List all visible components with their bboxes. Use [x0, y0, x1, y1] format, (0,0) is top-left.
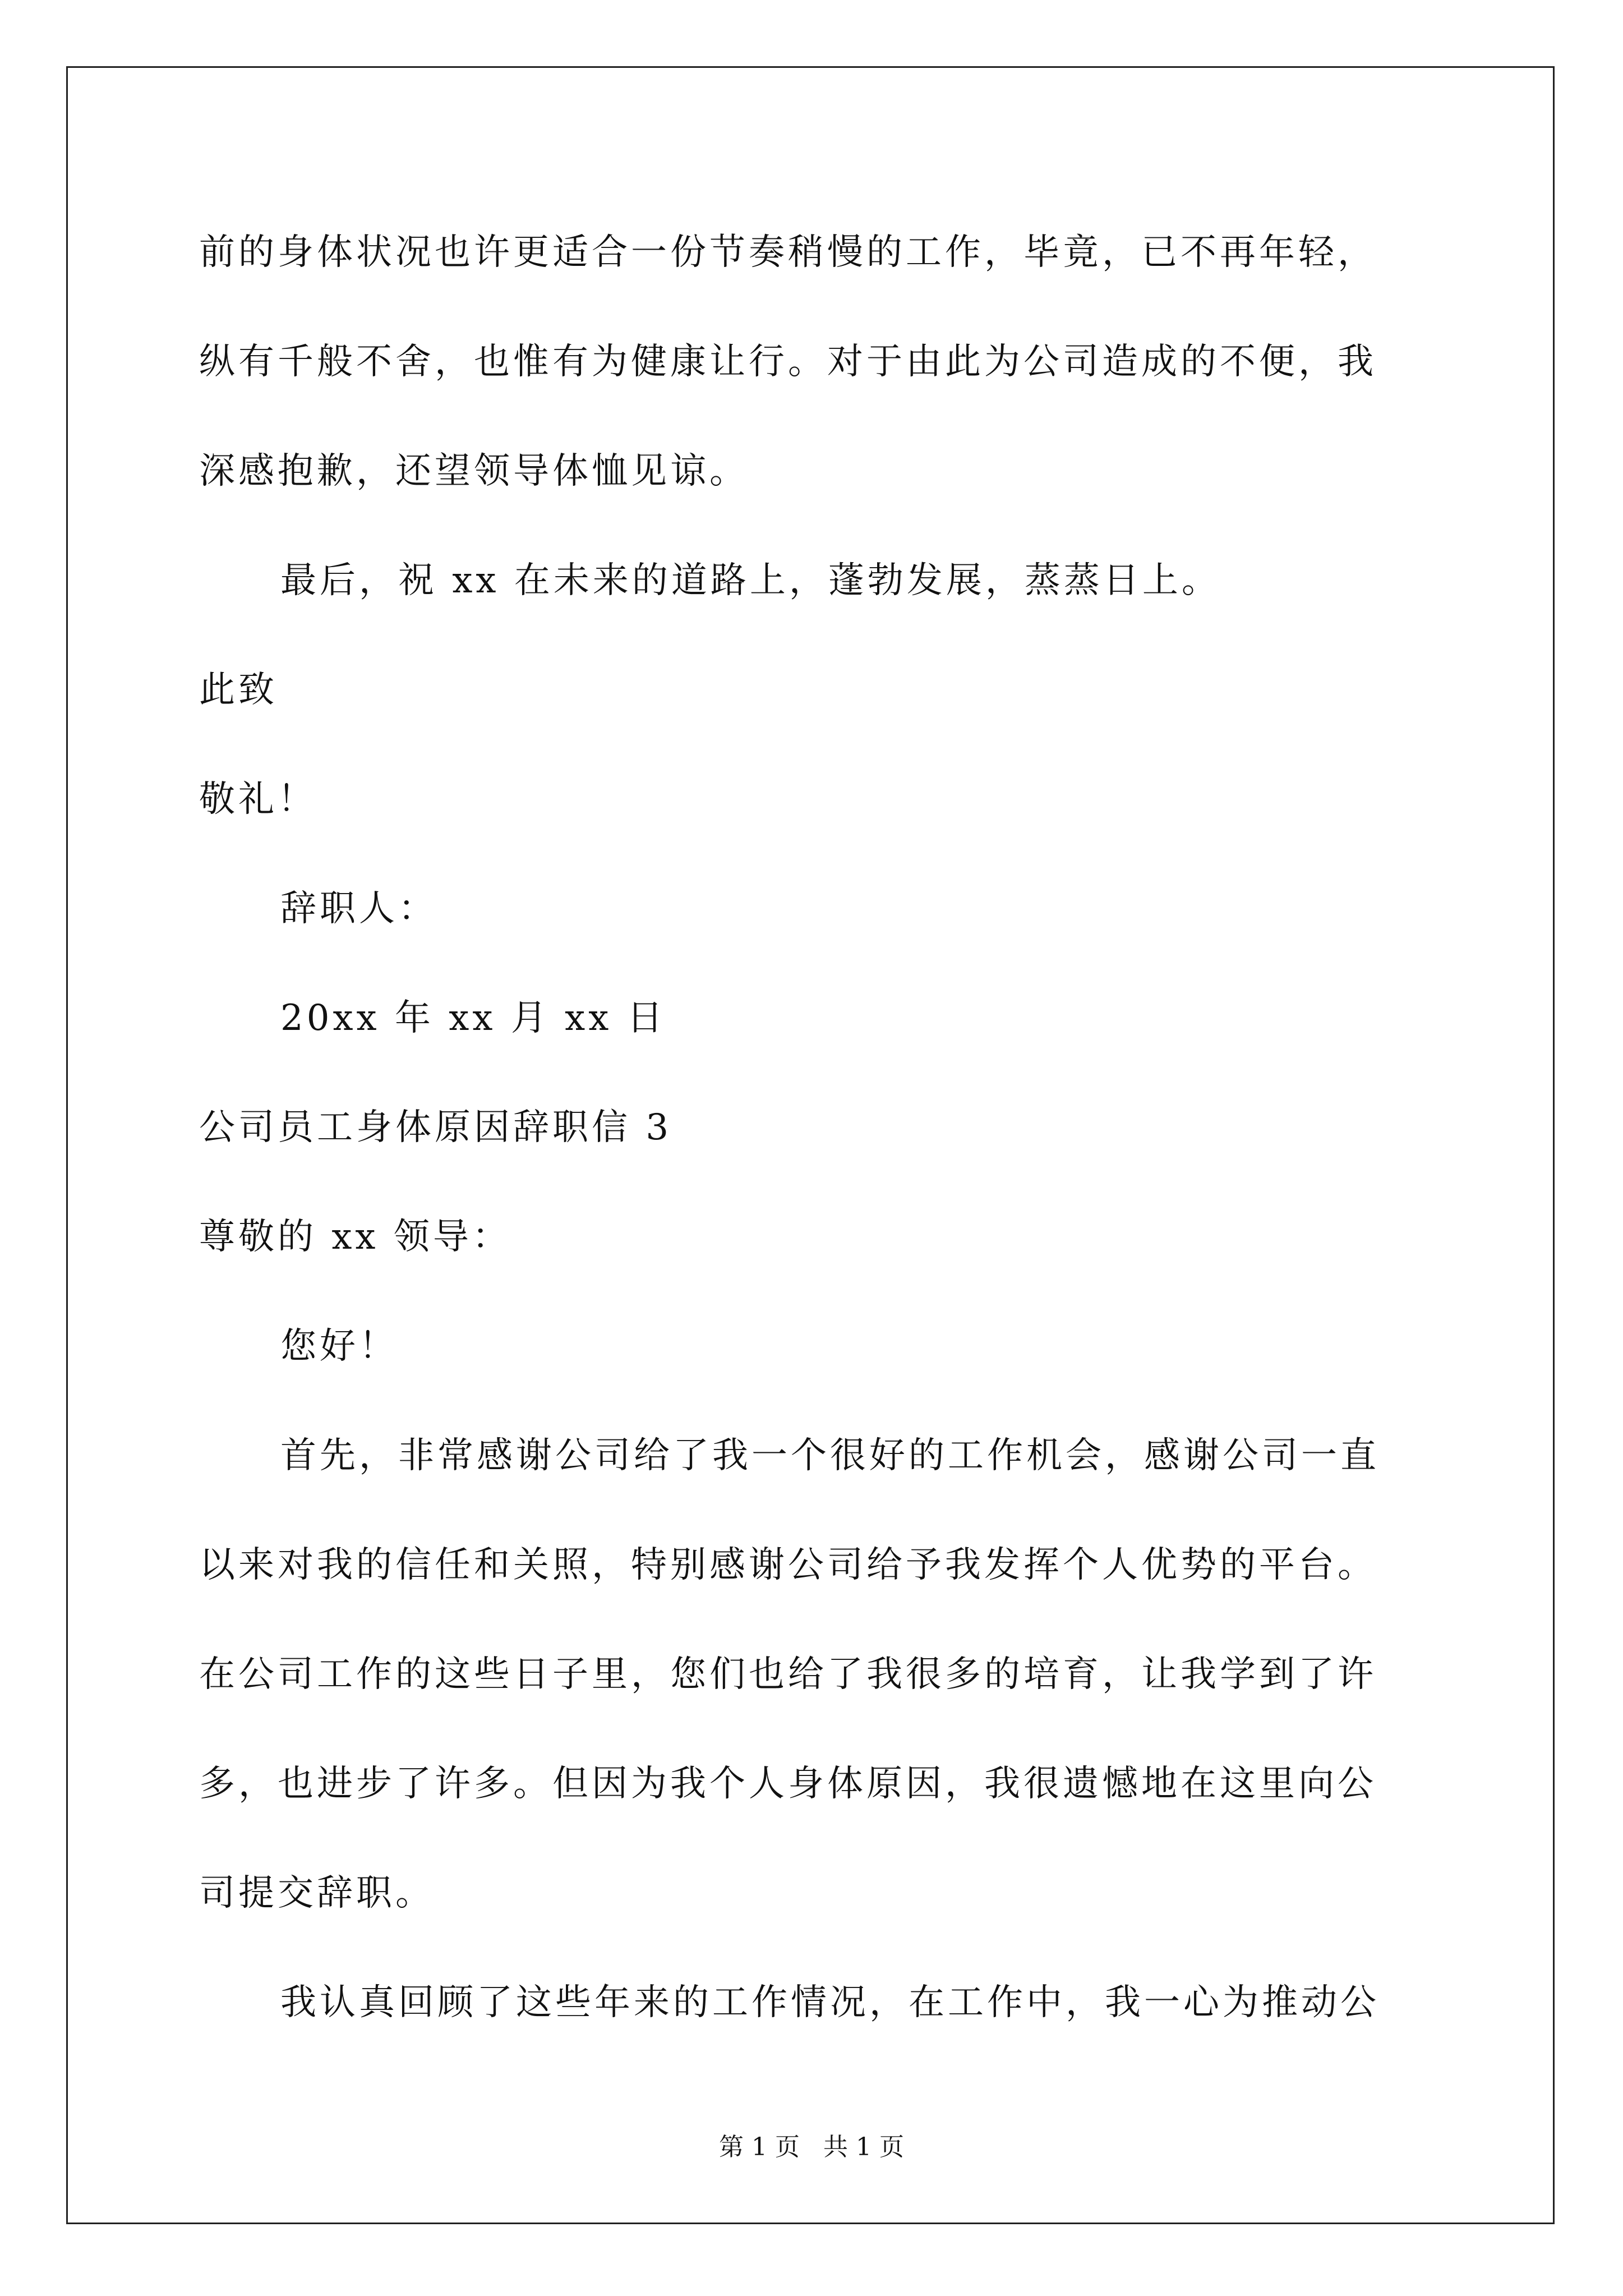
- body-paragraph-line-4: 多，也进步了许多。但因为我个人身体原因，我很遗憾地在这里向公: [199, 1763, 1377, 1805]
- body-paragraph-line-5: 司提交辞职。: [199, 1872, 435, 1914]
- body-line-1: 前的身体状况也许更适合一份节奏稍慢的工作，毕竟，已不再年轻，: [199, 232, 1377, 273]
- body-paragraph-line-1: 首先，非常感谢公司给了我一个很好的工作机会，感谢公司一直: [280, 1435, 1380, 1476]
- body-paragraph-line-2: 以来对我的信任和关照，特别感谢公司给予我发挥个人优势的平台。: [199, 1544, 1377, 1586]
- letter-title: 公司员工身体原因辞职信 3: [199, 1107, 672, 1148]
- body-line-2: 纵有千般不舍，也惟有为健康让行。对于由此为公司造成的不便，我: [199, 341, 1377, 383]
- salutation-jingli: 敬礼！: [199, 779, 317, 820]
- body-paragraph-line-3: 在公司工作的这些日子里，您们也给了我很多的培育，让我学到了许: [199, 1654, 1377, 1695]
- body-paragraph2-line-1: 我认真回顾了这些年来的工作情况，在工作中，我一心为推动公: [280, 1982, 1380, 2023]
- body-line-3: 深感抱歉，还望领导体恤见谅。: [199, 450, 749, 492]
- salutation-cizhi: 此致: [199, 669, 278, 711]
- page-footer: 第 1 页 共 1 页: [719, 2133, 904, 2161]
- closing-wish-line: 最后，祝 xx 在未来的道路上，蓬勃发展，蒸蒸日上。: [280, 560, 1221, 601]
- letter-greeting-recipient: 尊敬的 xx 领导：: [199, 1216, 511, 1258]
- signature-date: 20xx 年 xx 月 xx 日: [280, 997, 666, 1039]
- signature-label: 辞职人：: [280, 888, 437, 930]
- letter-greeting: 您好！: [280, 1326, 398, 1367]
